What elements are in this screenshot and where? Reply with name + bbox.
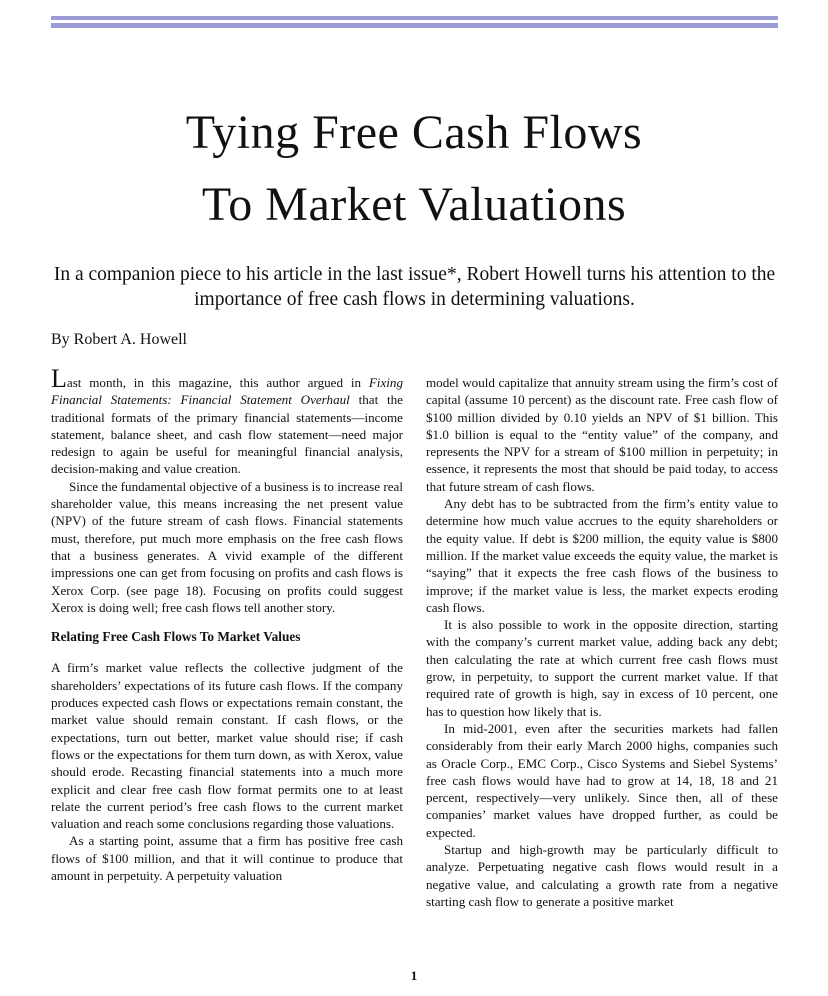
page-number: 1	[410, 968, 418, 983]
paragraph	[51, 364, 403, 478]
article-title-line-2: To Market Valuations	[201, 178, 627, 231]
paragraph-text: that the traditional formats of the primary financial statements—income statement, balance sheet, and cash flow statement—need major redesign to again be useful for meaningful financial analysis, decision-making and value creation.	[51, 392, 403, 477]
right-column	[426, 374, 778, 910]
paragraph: Since the fundamental objective of a business is to increase real shareholder value, this means increasing the net present value (NPV) of the future stream of cash flows. Financial statements must, therefore, put much more emphasis on the free cash flows that a business generates. A vivid example of the different impressions one can get from focusing on profits and cash flows is Xerox Corp. (see page 18). Focusing on profits could suggest Xerox is doing well; free cash flows tell another story.	[51, 478, 403, 615]
left-column	[51, 364, 403, 884]
header-rule	[51, 16, 778, 20]
paragraph: As a starting point, assume that a firm has positive free cash flows of $100 million, and that it will continue to produce that amount in perpetuity. A perpetuity valuation	[51, 833, 403, 884]
paragraph: A firm’s market value reflects the collective judgment of the shareholders’ expectations of its future cash flows. If the company produces expected cash flows or expectations remain constant, the market value should remain constant. If cash flows, or the expectations, turn out better, market value should rise; if cash flows or the expectations for them turn down, as with Xerox, value should erode. Recasting financial statements into a much more explicit and clear free cash flow format permits one to at least relate the current period’s free cash flows to the current market valuation and reach some conclusions regarding those valuations.	[51, 660, 403, 832]
paragraph: In mid-2001, even after the securities markets had fallen considerably from their early March 2000 highs, companies such as Oracle Corp., EMC Corp., Cisco Systems and Siebel Systems’ free cash flows would have had to grow at 14, 18, 18 and 21 percent, respectively—very unlikely. Since then, all of these companies’ market values have dropped further, as could be expected.	[426, 720, 778, 840]
paragraph: Any debt has to be subtracted from the firm’s entity value to determine how much value accrues to the equity shareholders or the equity value. If debt is $200 million, the equity value is $800 million. If the market value exceeds the equity value, the market is “saying” that it expects the free cash flows of the business to improve; if the market value is less, the market expects eroding cash flows.	[426, 496, 778, 615]
header-rule-secondary	[51, 23, 778, 28]
paragraph: model would capitalize that annuity stream using the firm’s cost of capital (assume 10 percent) as the discount rate. Free cash flow of $100 million divided by 0.10 yields an NPV of $1 billion. This $1.0 billion is equal to the “entity value” of the company, and represents the NPV for a stream of $100 million in perpetuity; in essence, it represents the most that should be paid today, to access that future stream of cash flows.	[426, 375, 778, 494]
paragraph: It is also possible to work in the opposite direction, starting with the company’s current market value, adding back any debt; then calculating the rate at which current free cash flows must grow, in perpetuity, to support the current market value. If that required rate of growth is high, say in excess of 10 percent, one has to question how likely that is.	[426, 617, 778, 719]
article-subtitle: In a companion piece to his article in the last issue*, Robert Howell turns his attention to the importance of free cash flows in determining valuations.	[53, 264, 776, 310]
drop-cap: L	[51, 364, 67, 393]
section-heading: Relating Free Cash Flows To Market Values	[51, 629, 301, 645]
cited-article-title: Fixing Financial Statements: Financial Statement Overhaul	[51, 375, 403, 408]
article-title-line-1: Tying Free Cash Flows	[185, 106, 643, 159]
paragraph: Startup and high-growth may be particularly difficult to analyze. Perpetuating negative cash flows would result in a negative value, and calculating a growth rate from a negative starting cash flow to generate a positive market	[426, 842, 778, 909]
paragraph-text: ast month, in this magazine, this author argued in	[66, 375, 369, 390]
byline: By Robert A. Howell	[51, 331, 187, 348]
